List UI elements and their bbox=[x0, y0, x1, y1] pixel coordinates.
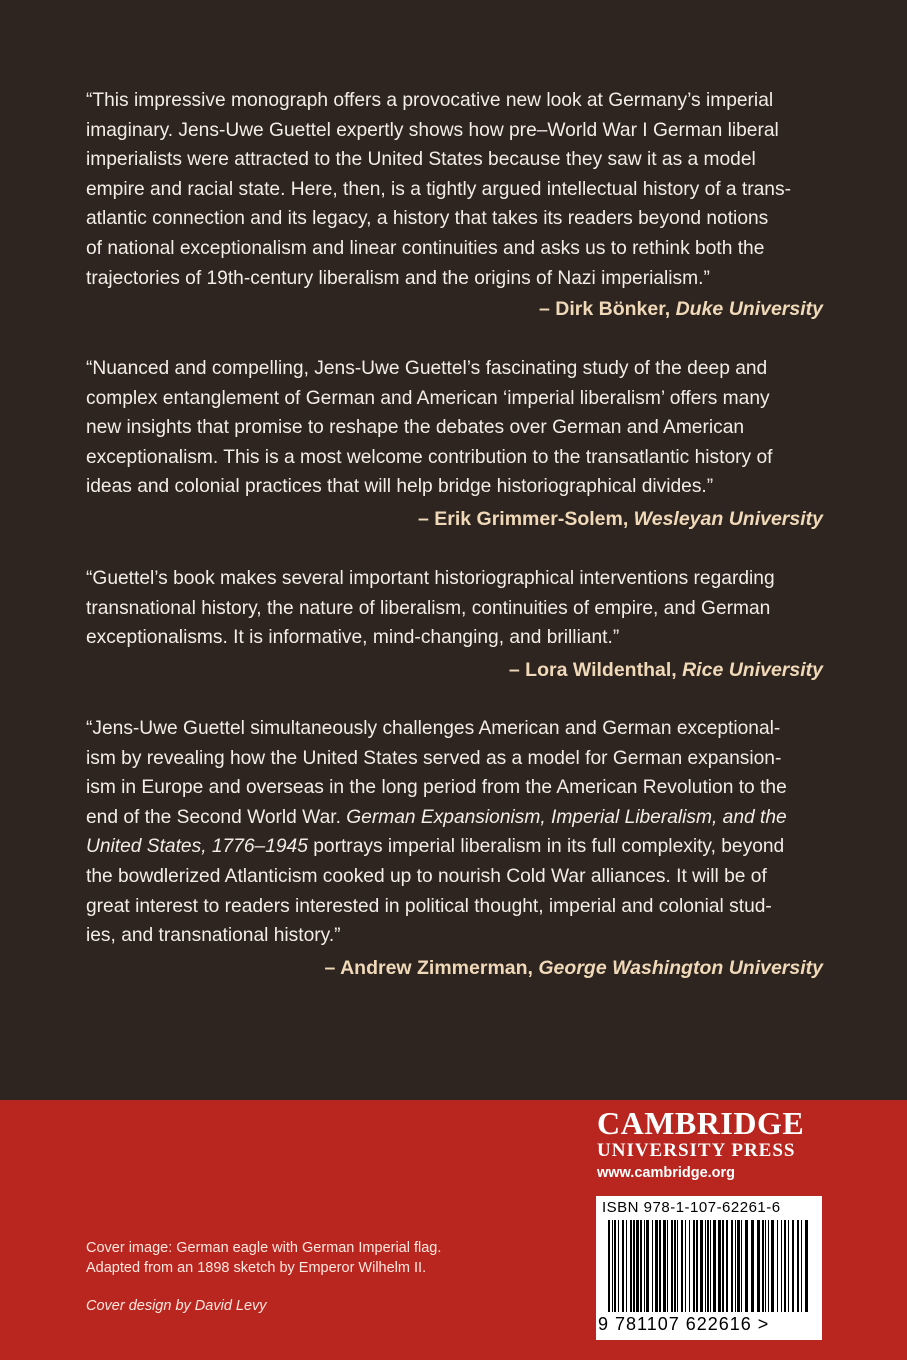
barcode-bar bbox=[722, 1220, 724, 1312]
barcode-bar bbox=[644, 1220, 645, 1312]
quote-3 bbox=[86, 564, 823, 653]
barcode-bar bbox=[805, 1220, 808, 1312]
attribution-3 bbox=[86, 656, 823, 684]
author-name: – Dirk Bönker, bbox=[539, 298, 676, 320]
author-affiliation: Duke University bbox=[675, 298, 823, 320]
barcode-bar bbox=[765, 1220, 766, 1312]
quote-line: transnational history, the nature of liberalism, continuities of empire, and German bbox=[86, 597, 771, 619]
barcode-bar bbox=[685, 1220, 686, 1312]
barcode-bar bbox=[689, 1220, 690, 1312]
quote-line: ism by revealing how the United States served as a model for German expansion- bbox=[86, 747, 782, 769]
barcode-bar bbox=[771, 1220, 774, 1312]
barcode-bar bbox=[757, 1220, 760, 1312]
quote-line bbox=[86, 832, 823, 862]
barcode-bar bbox=[705, 1220, 706, 1312]
quote-line: ies, and transnational history.” bbox=[86, 925, 341, 947]
barcode-bar bbox=[652, 1220, 653, 1312]
author-affiliation: George Washington University bbox=[538, 957, 823, 979]
author-name: – Andrew Zimmerman, bbox=[324, 957, 539, 979]
publisher-url: www.cambridge.org bbox=[597, 1165, 736, 1181]
barcode-bar bbox=[797, 1220, 799, 1312]
quote-line: complex entanglement of German and American ‘imperial liberalism’ offers many bbox=[86, 387, 770, 409]
attribution-4 bbox=[86, 954, 823, 982]
barcode-bar bbox=[751, 1220, 754, 1312]
barcode-bar bbox=[681, 1220, 683, 1312]
barcode-bar bbox=[612, 1220, 613, 1312]
quote-4 bbox=[86, 714, 823, 951]
quote-line: exceptionalisms. It is informative, mind-changing, and brilliant.” bbox=[86, 627, 620, 649]
author-name: – Erik Grimmer-Solem, bbox=[418, 508, 634, 530]
quote-line: great interest to readers interested in political thought, imperial and colonial stud- bbox=[86, 895, 772, 917]
barcode-icon bbox=[608, 1220, 812, 1312]
barcode-bar bbox=[659, 1220, 661, 1312]
isbn-label: ISBN 978-1-107-62261-6 bbox=[602, 1199, 781, 1216]
barcode-bar bbox=[741, 1220, 742, 1312]
credit-line: Adapted from an 1898 sketch by Emperor Wilhelm II. bbox=[86, 1260, 427, 1276]
quote-2 bbox=[86, 354, 823, 502]
barcode-bar bbox=[801, 1220, 802, 1312]
quote-line: exceptionalism. This is a most welcome contribution to the transatlantic history of bbox=[86, 446, 773, 468]
quote-line: trajectories of 19th-century liberalism and the origins of Nazi imperialism.” bbox=[86, 267, 710, 289]
barcode-bar bbox=[640, 1220, 642, 1312]
barcode-bar bbox=[693, 1220, 695, 1312]
cover-design-credit: Cover design by David Levy bbox=[86, 1298, 267, 1314]
isbn-barcode bbox=[596, 1196, 822, 1340]
author-name: – Lora Wildenthal, bbox=[508, 659, 683, 681]
quote-line: of national exceptionalism and linear continuities and asks us to rethink both the bbox=[86, 237, 765, 259]
barcode-bar bbox=[671, 1220, 673, 1312]
book-title: United States, 1776–1945 bbox=[86, 836, 308, 858]
barcode-bar bbox=[630, 1220, 632, 1312]
barcode-bar bbox=[646, 1220, 649, 1312]
quote-line: imperialists were attracted to the United States because they saw it as a model bbox=[86, 149, 756, 171]
quote-text: portrays imperial liberalism in its full complexity, beyond bbox=[307, 836, 785, 858]
barcode-bar bbox=[618, 1220, 619, 1312]
barcode-bar bbox=[713, 1220, 716, 1312]
quote-line: the bowdlerized Atlanticism cooked up to nourish Cold War alliances. It will be of bbox=[86, 865, 767, 887]
barcode-bar bbox=[792, 1220, 794, 1312]
quote-line: imaginary. Jens-Uwe Guettel expertly shows how pre–World War I German liberal bbox=[86, 119, 779, 141]
book-title: German Expansionism, Imperial Liberalism, and the bbox=[346, 806, 787, 828]
quote-line: atlantic connection and its legacy, a history that takes its readers beyond notions bbox=[86, 208, 769, 230]
quote-text: end of the Second World War. bbox=[86, 806, 347, 828]
quote-line: new insights that promise to reshape the debates over German and American bbox=[86, 417, 745, 439]
barcode-bar bbox=[726, 1220, 728, 1312]
barcode-bar bbox=[718, 1220, 721, 1312]
barcode-bar bbox=[731, 1220, 733, 1312]
barcode-bar bbox=[735, 1220, 736, 1312]
barcode-bar bbox=[633, 1220, 635, 1312]
quote-line: “Jens-Uwe Guettel simultaneously challenges American and German exceptional- bbox=[86, 718, 781, 739]
barcode-bar bbox=[674, 1220, 676, 1312]
author-affiliation: Wesleyan University bbox=[633, 508, 823, 530]
barcode-bar bbox=[710, 1220, 711, 1312]
quote-line: ideas and colonial practices that will help bridge historiographical divides.” bbox=[86, 476, 714, 498]
barcode-bar bbox=[788, 1220, 789, 1312]
barcode-bar bbox=[677, 1220, 678, 1312]
barcode-bar bbox=[696, 1220, 698, 1312]
barcode-bar bbox=[663, 1220, 666, 1312]
quote-1 bbox=[86, 86, 823, 293]
quote-line: empire and racial state. Here, then, is a tightly argued intellectual history of a trans- bbox=[86, 178, 791, 200]
quote-line bbox=[86, 803, 823, 833]
barcode-bar bbox=[700, 1220, 703, 1312]
barcode-bar bbox=[614, 1220, 616, 1312]
barcode-bar bbox=[737, 1220, 740, 1312]
barcode-bar bbox=[608, 1220, 610, 1312]
quote-line: ism in Europe and overseas in the long period from the American Revolution to the bbox=[86, 777, 787, 799]
barcode-bar bbox=[707, 1220, 709, 1312]
publisher-subtitle: UNIVERSITY PRESS bbox=[597, 1140, 796, 1161]
barcode-bar bbox=[768, 1220, 769, 1312]
barcode-bar bbox=[781, 1220, 782, 1312]
barcode-digits-text: 9 781107 622616 > bbox=[598, 1314, 770, 1334]
barcode-bar bbox=[636, 1220, 639, 1312]
barcode-bar bbox=[626, 1220, 627, 1312]
barcode-bar bbox=[777, 1220, 778, 1312]
barcode-bar bbox=[745, 1220, 748, 1312]
quote-line: “Nuanced and compelling, Jens-Uwe Guettel’s fascinating study of the deep and bbox=[86, 358, 768, 379]
barcode-bar bbox=[784, 1220, 786, 1312]
attribution-2 bbox=[86, 505, 823, 533]
publisher-name: CAMBRIDGE bbox=[597, 1105, 805, 1141]
barcode-bar bbox=[667, 1220, 668, 1312]
barcode-bar bbox=[622, 1220, 624, 1312]
barcode-bar bbox=[655, 1220, 658, 1312]
barcode-bar bbox=[762, 1220, 764, 1312]
cover-image-credit bbox=[86, 1238, 441, 1278]
author-affiliation: Rice University bbox=[682, 659, 823, 681]
quote-line: “This impressive monograph offers a provocative new look at Germany’s imperial bbox=[86, 90, 774, 111]
credit-line: Cover image: German eagle with German Imperial flag. bbox=[86, 1240, 442, 1256]
attribution-1 bbox=[86, 295, 823, 323]
quote-line: “Guettel’s book makes several important historiographical interventions regarding bbox=[86, 568, 775, 589]
publisher-logo bbox=[597, 1106, 827, 1184]
